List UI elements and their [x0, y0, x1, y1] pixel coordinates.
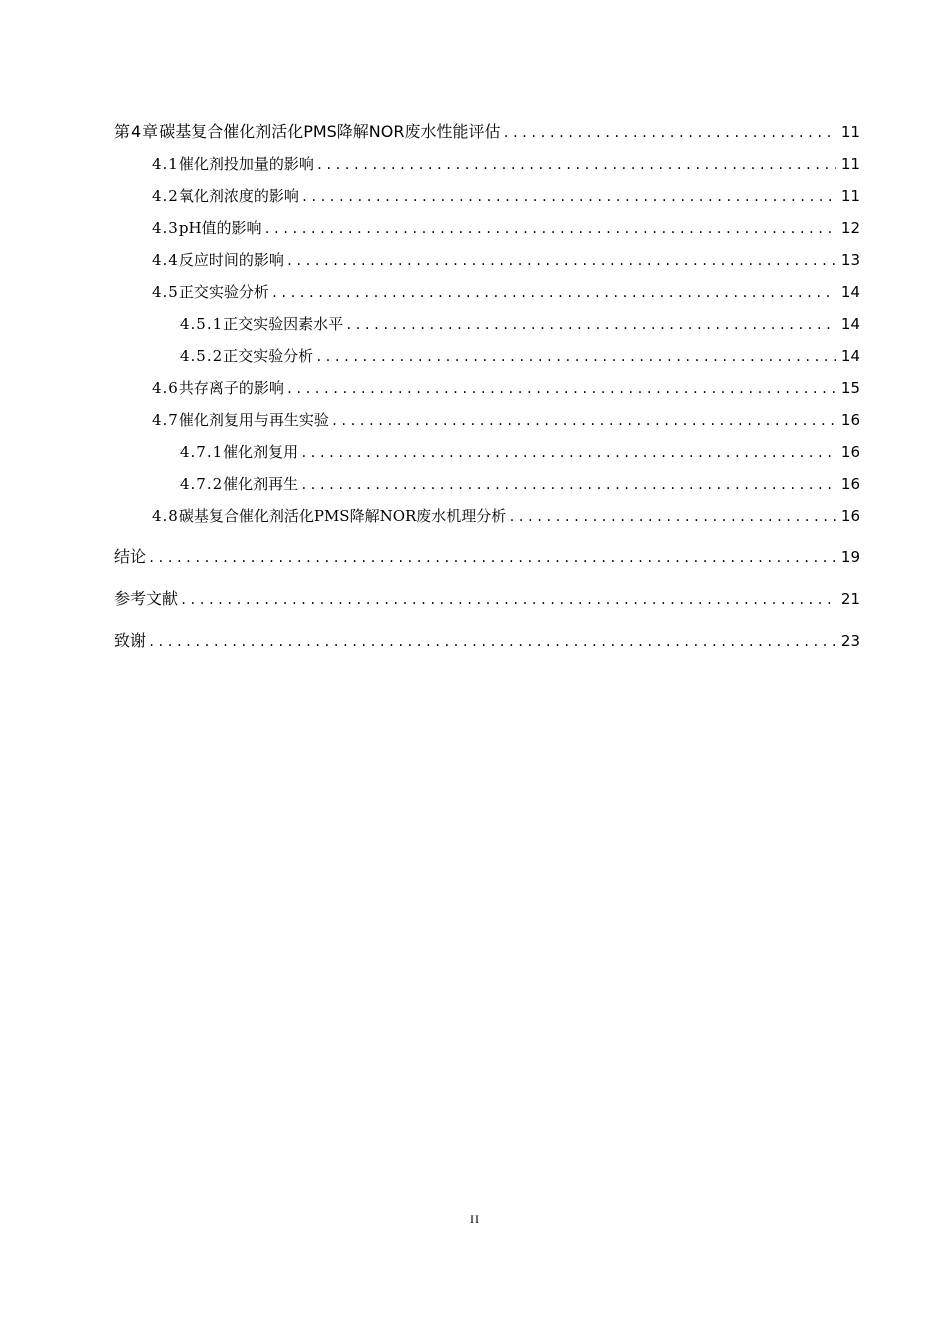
toc-dot-leader: [148, 541, 836, 575]
toc-entry-4-8[interactable]: [114, 500, 860, 532]
toc-entry-title: 参考文献: [114, 589, 179, 608]
toc-entry-4-5-2[interactable]: [114, 340, 860, 372]
toc-entry-4-1[interactable]: [114, 148, 860, 180]
toc-dot-leader: [286, 373, 836, 405]
toc-dot-leader: [300, 437, 836, 469]
toc-entry-4-3[interactable]: [114, 212, 860, 244]
toc-entry-number: 4.7.2: [180, 475, 224, 493]
toc-entry-title: 碳基复合催化剂活化PMS降解NOR废水性能评估: [159, 122, 501, 141]
toc-entry-page: 12: [840, 219, 860, 237]
toc-entry-number: 4.5.1: [180, 315, 224, 333]
toc-entry-4-5[interactable]: [114, 276, 860, 308]
toc-entry-conclusion[interactable]: [114, 540, 860, 574]
page-number: II: [470, 1212, 480, 1226]
toc-entry-title: 正交实验分析: [178, 283, 269, 301]
toc-entry-title: 催化剂再生: [223, 475, 299, 493]
toc-entry-title: 共存离子的影响: [178, 379, 284, 397]
toc-entry-number: 4.5.2: [180, 347, 224, 365]
toc-entry-page: 16: [840, 507, 860, 525]
toc-entry-number: 4.6: [152, 379, 179, 397]
toc-dot-leader: [315, 341, 836, 373]
toc-entry-number: 4.5: [152, 283, 179, 301]
toc-entry-page: 16: [840, 443, 860, 461]
toc-dot-leader: [300, 469, 836, 501]
toc-entry-number: 第4章: [114, 122, 160, 141]
toc-dot-leader: [331, 405, 836, 437]
toc-dot-leader: [301, 181, 836, 213]
table-of-contents: [114, 116, 860, 658]
toc-entry-title: 正交实验分析: [223, 347, 314, 365]
toc-entry-title: 催化剂投加量的影响: [178, 155, 314, 173]
toc-entry-page: 11: [840, 155, 860, 173]
toc-entry-title: 催化剂复用: [223, 443, 299, 461]
toc-entry-number: 4.2: [152, 187, 179, 205]
toc-dot-leader: [271, 277, 836, 309]
toc-entry-4-6[interactable]: [114, 372, 860, 404]
toc-entry-4-5-1[interactable]: [114, 308, 860, 340]
toc-entry-title: 催化剂复用与再生实验: [178, 411, 329, 429]
toc-entry-references[interactable]: [114, 582, 860, 616]
toc-entry-page: 15: [840, 379, 860, 397]
toc-entry-title: 碳基复合催化剂活化PMS降解NOR废水机理分析: [178, 507, 507, 525]
toc-entry-acknowledgements[interactable]: [114, 624, 860, 658]
toc-entry-4-4[interactable]: [114, 244, 860, 276]
toc-entry-title: 氧化剂浓度的影响: [178, 187, 299, 205]
toc-entry-number: 4.7.1: [180, 443, 224, 461]
toc-entry-page: 14: [840, 347, 860, 365]
toc-entry-4-7[interactable]: [114, 404, 860, 436]
toc-entry-page: 11: [840, 187, 860, 205]
toc-entry-number: 4.1: [152, 155, 179, 173]
toc-entry-4-2[interactable]: [114, 180, 860, 212]
toc-entry-page: 19: [840, 548, 860, 566]
toc-entry-page: 23: [840, 632, 860, 650]
toc-entry-page: 14: [840, 315, 860, 333]
toc-entry-number: 4.4: [152, 251, 179, 269]
toc-entry-4-7-2[interactable]: [114, 468, 860, 500]
toc-entry-number: 4.7: [152, 411, 179, 429]
toc-entry-page: 11: [840, 123, 860, 141]
toc-entry-number: 4.3: [152, 219, 179, 237]
toc-dot-leader: [180, 583, 836, 617]
toc-entry-page: 16: [840, 411, 860, 429]
toc-dot-leader: [345, 309, 836, 341]
toc-dot-leader: [508, 501, 836, 533]
toc-entry-page: 21: [840, 590, 860, 608]
toc-entry-page: 16: [840, 475, 860, 493]
toc-entry-title: 致谢: [114, 631, 147, 650]
toc-entry-page: 13: [840, 251, 860, 269]
toc-dot-leader: [148, 625, 836, 659]
toc-entry-title: 反应时间的影响: [178, 251, 284, 269]
toc-entry-title: pH值的影响: [178, 219, 262, 237]
toc-dot-leader: [286, 245, 836, 277]
toc-dot-leader: [316, 149, 836, 181]
toc-entry-title: 正交实验因素水平: [223, 315, 344, 333]
toc-dot-leader: [264, 213, 836, 245]
toc-dot-leader: [502, 117, 836, 149]
toc-entry-chapter-4[interactable]: [114, 116, 860, 148]
toc-entry-4-7-1[interactable]: [114, 436, 860, 468]
toc-entry-page: 14: [840, 283, 860, 301]
toc-entry-number: 4.8: [152, 507, 179, 525]
toc-entry-title: 结论: [114, 547, 147, 566]
